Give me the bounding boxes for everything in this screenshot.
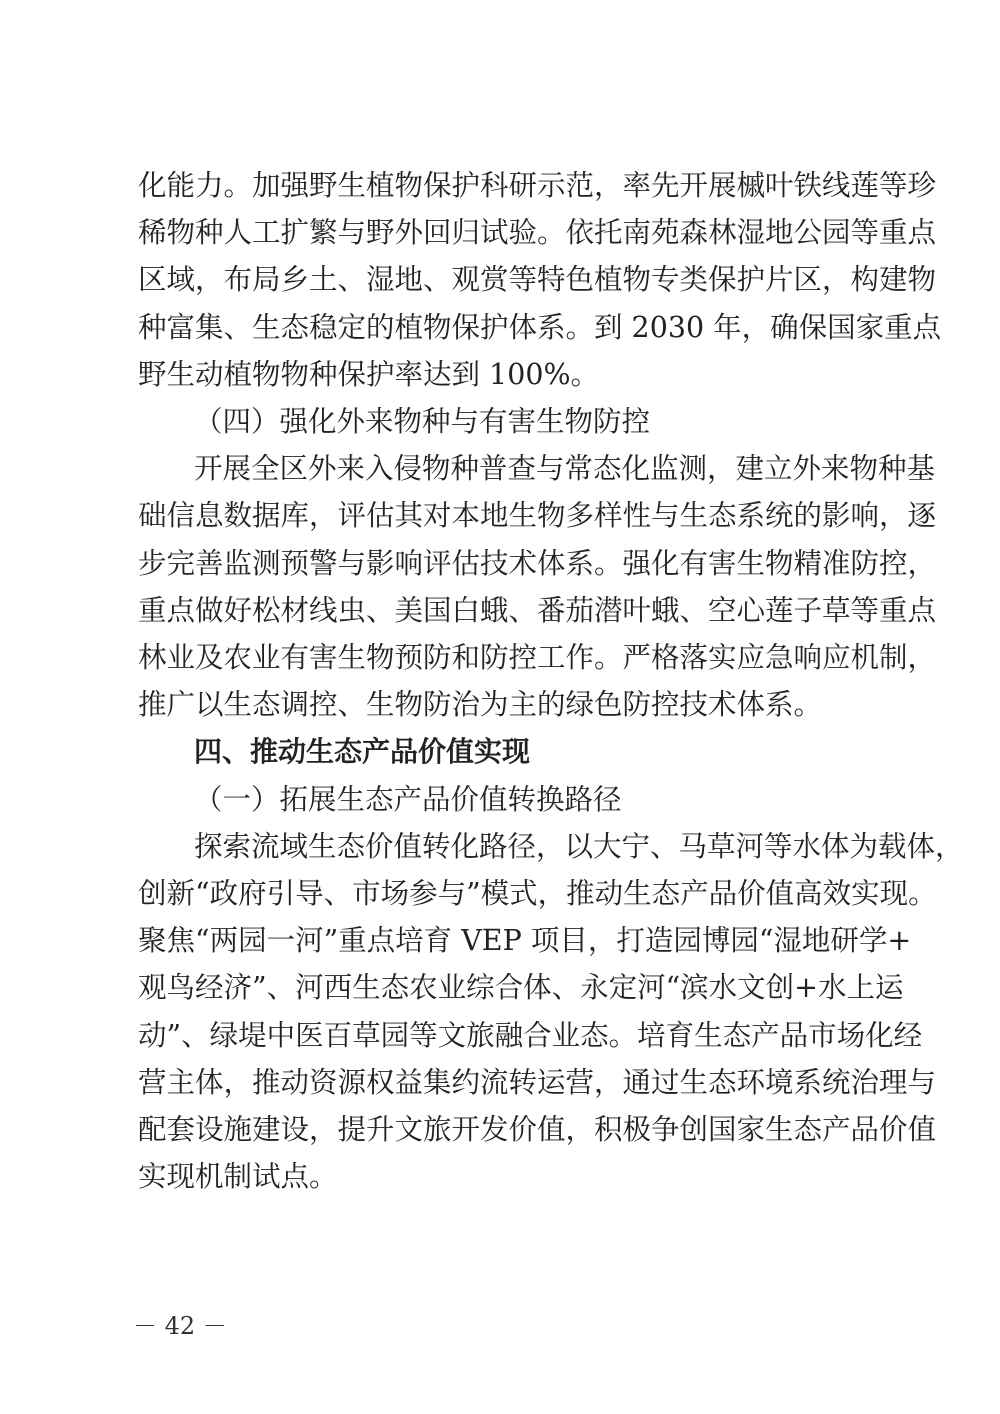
paragraph-line: 推广以生态调控、生物防治为主的绿色防控技术体系。 [138,688,823,722]
paragraph-line: 重点做好松材线虫、美国白蛾、番茄潜叶蛾、空心莲子草等重点 [138,593,937,627]
paragraph-line: 实现机制试点。 [138,1160,338,1194]
paragraph-line: 探索流域生态价值转化路径，以大宁、马草河等水体为载体， [194,829,964,863]
subheading-4: （四）强化外来物种与有害生物防控 [194,405,651,438]
paragraph-line: 种富集、生态稳定的植物保护体系。到 2030 年，确保国家重点 [138,310,942,344]
paragraph-line: 野生动植物物种保护率达到 100%。 [138,357,600,391]
paragraph-line: 聚焦“两园一河”重点培育 VEP 项目，打造园博园“湿地研学+ [138,924,912,958]
paragraph-line: 动”、绿堤中医百草园等文旅融合业态。培育生态产品市场化经 [138,1018,923,1052]
paragraph-line: 观鸟经济”、河西生态农业综合体、永定河“滨水文创+水上运 [138,971,904,1005]
paragraph-line: 础信息数据库，评估其对本地生物多样性与生态系统的影响，逐 [138,499,937,533]
paragraph-line: 步完善监测预警与影响评估技术体系。强化有害生物精准防控， [138,546,937,580]
paragraph-line: 营主体，推动资源权益集约流转运营，通过生态环境系统治理与 [138,1065,937,1099]
paragraph-line: 创新“政府引导、市场参与”模式，推动生态产品价值高效实现。 [138,877,937,910]
paragraph-line: 化能力。加强野生植物保护科研示范，率先开展槭叶铁线莲等珍 [138,169,937,202]
paragraph-line: 开展全区外来入侵物种普查与常态化监测，建立外来物种基 [194,452,936,486]
paragraph-line: 林业及农业有害生物预防和防控工作。严格落实应急响应机制， [138,641,937,674]
section-heading: 四、推动生态产品价值实现 [194,735,531,769]
paragraph-line: 配套设施建设，提升文旅开发价值，积极争创国家生态产品价值 [138,1113,937,1146]
subheading-1: （一）拓展生态产品价值转换路径 [194,782,622,816]
paragraph-line: 区域，布局乡土、湿地、观赏等特色植物专类保护片区，构建物 [138,263,937,297]
page-number: － 42 － [133,1312,227,1340]
paragraph-line: 稀物种人工扩繁与野外回归试验。依托南苑森林湿地公园等重点 [138,216,937,250]
